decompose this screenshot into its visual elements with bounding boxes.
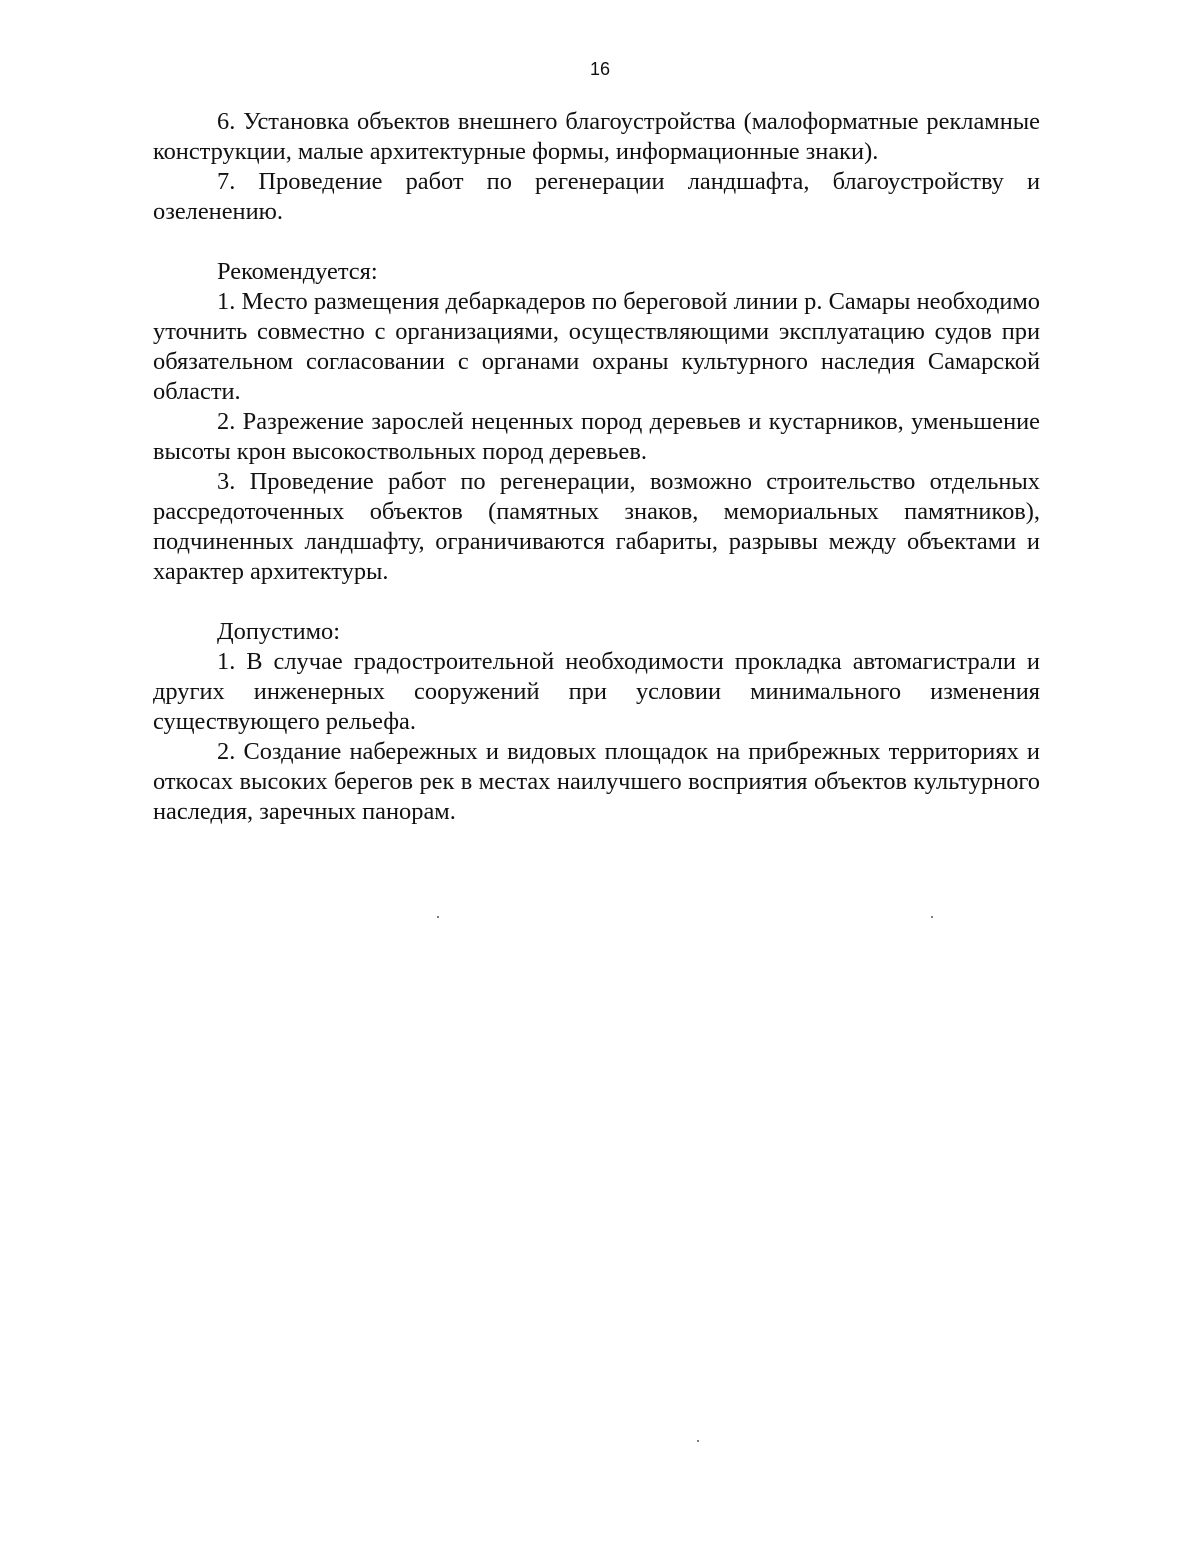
scan-speck [437,916,439,918]
paragraph-item-7: 7. Проведение работ по регенерации ландшафта, благоустройству и озеленению. [153,168,1040,225]
page-number: 16 [589,59,611,79]
permissible-item-1: 1. В случае градостроительной необходимости прокладка автомагистрали и других инженерных сооружений при условии минимального изменения существующего рельефа. [153,648,1040,735]
scan-speck [697,1440,699,1442]
permissible-heading: Допустимо: [217,618,341,645]
document-body [153,107,1040,827]
permissible-item-2: 2. Создание набережных и видовых площадок на прибрежных территориях и откосах высоких берегов рек в местах наилучшего восприятия объектов культурного наследия, заречных панорам. [153,738,1040,825]
scan-speck [931,916,933,918]
recommended-item-3: 3. Проведение работ по регенерации, возможно строительство отдельных рассредоточенных объектов (памятных знаков, мемориальных памятников), подчиненных ландшафту, ограничиваются габариты, разрывы между объектами и характер архитектуры. [153,468,1040,585]
recommended-heading: Рекомендуется: [217,258,378,285]
recommended-item-1: 1. Место размещения дебаркадеров по береговой линии р. Самары необходимо уточнить совместно с организациями, осуществляющими эксплуатацию судов при обязательном согласовании с органами охраны культурного наследия Самарской области. [153,288,1040,405]
recommended-item-2: 2. Разрежение зарослей неценных пород деревьев и кустарников, уменьшение высоты крон высокоствольных пород деревьев. [153,408,1040,465]
paragraph-item-6: 6. Установка объектов внешнего благоустройства (малоформатные рекламные конструкции, малые архитектурные формы, информационные знаки). [153,108,1040,165]
